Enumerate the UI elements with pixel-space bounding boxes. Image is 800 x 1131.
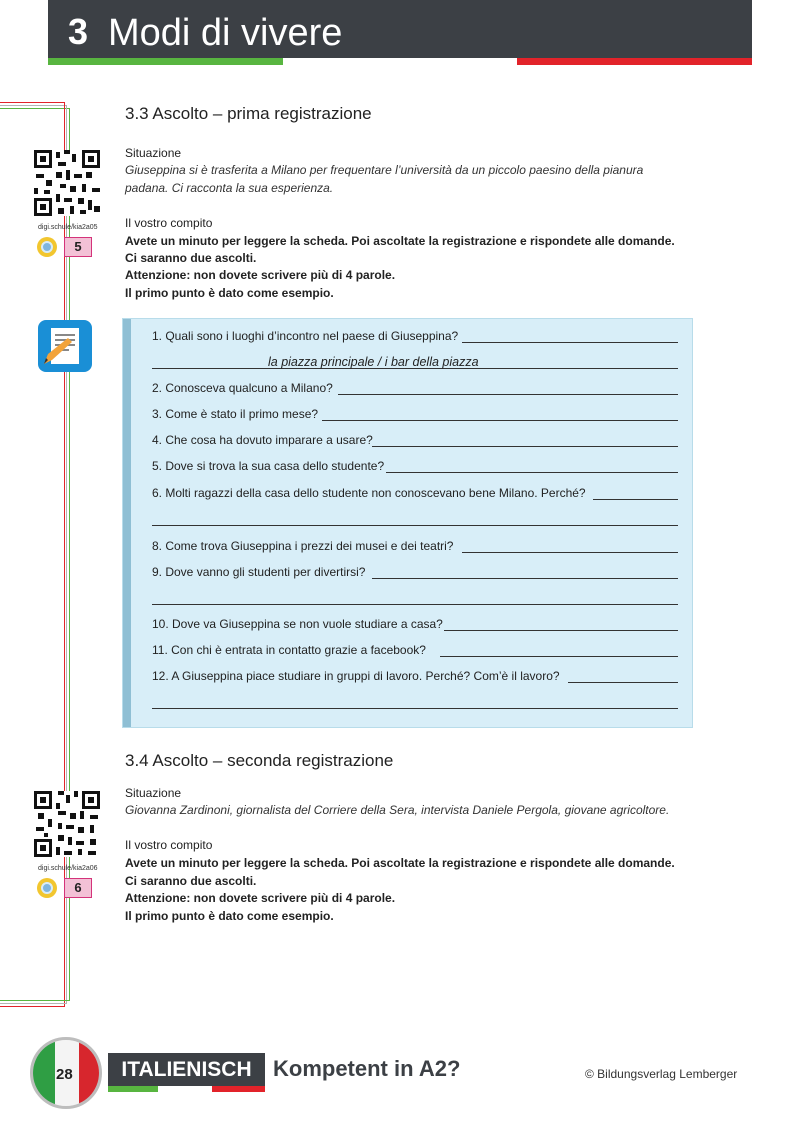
example-answer: la piazza principale / i bar della piazza: [268, 355, 479, 369]
audio-track-number: 6: [64, 878, 92, 898]
question-4: 4. Che cosa ha dovuto imparare a usare?: [152, 433, 373, 447]
task-label: Il vostro compito: [125, 216, 213, 230]
chapter-title: Modi di vivere: [108, 12, 343, 54]
chapter-number: 3: [68, 11, 89, 52]
task-line: Ci saranno due ascolti.: [125, 251, 257, 265]
answer-line-12[interactable]: [568, 682, 678, 683]
audio-track-number: 5: [64, 237, 92, 257]
answer-line-5[interactable]: [386, 472, 678, 473]
question-box: [122, 318, 693, 728]
copyright: © Bildungsverlag Lemberger: [585, 1067, 738, 1081]
situation-text: Giuseppina si è trasferita a Milano per frequentare l’università da un piccolo paesino della pianura: [125, 163, 644, 177]
footer-green-stripe: [108, 1086, 158, 1092]
answer-line-6b[interactable]: [152, 525, 678, 526]
answer-line-2[interactable]: [338, 394, 678, 395]
task-line: Avete un minuto per leggere la scheda. Poi ascoltate la registrazione e rispondete alle domande.: [125, 234, 675, 248]
section-title: 3.3 Ascolto – prima registrazione: [125, 104, 372, 123]
page-number: 28: [56, 1066, 73, 1083]
answer-line-8[interactable]: [462, 552, 678, 553]
task-line: Avete un minuto per leggere la scheda. Poi ascoltate la registrazione e rispondete alle domande.: [125, 856, 675, 870]
worksheet-pencil-icon: [38, 320, 92, 372]
question-5: 5. Dove si trova la sua casa dello studente?: [152, 459, 385, 473]
situation-label: Situazione: [125, 786, 182, 800]
question-1: 1. Quali sono i luoghi d’incontro nel paese di Giuseppina?: [152, 329, 459, 343]
answer-line-11[interactable]: [440, 656, 678, 657]
task-line: Ci saranno due ascolti.: [125, 874, 257, 888]
question-10: 10. Dove va Giuseppina se non vuole studiare a casa?: [152, 617, 443, 631]
question-box-bar: [123, 319, 131, 727]
subject-label: ITALIENISCH: [108, 1053, 265, 1086]
situation-text: Giovanna Zardinoni, giornalista del Corriere della Sera, intervista Daniele Pergola, giovane agricoltore.: [125, 803, 670, 817]
task-line: Il primo punto è dato come esempio.: [125, 286, 334, 300]
qr-url[interactable]: digi.schule/kia2a05: [38, 224, 98, 231]
qr-code-icon[interactable]: [34, 791, 100, 857]
question-8: 8. Come trova Giuseppina i prezzi dei musei e dei teatri?: [152, 539, 454, 553]
qr-code-icon[interactable]: [34, 150, 100, 216]
answer-line-9b[interactable]: [152, 604, 678, 605]
answer-line-4[interactable]: [372, 446, 678, 447]
question-3: 3. Come è stato il primo mese?: [152, 407, 319, 421]
header-red-stripe: [517, 58, 752, 65]
task-line: Attenzione: non dovete scrivere più di 4 parole.: [125, 891, 396, 905]
situation-text: padana. Ci racconta la sua esperienza.: [125, 181, 334, 195]
task-label: Il vostro compito: [125, 838, 213, 852]
answer-line-9[interactable]: [372, 578, 678, 579]
header-green-stripe: [48, 58, 283, 65]
footer-red-stripe: [212, 1086, 265, 1092]
audio-cd-icon[interactable]: [37, 878, 57, 898]
question-2: 2. Conosceva qualcuno a Milano?: [152, 381, 333, 395]
answer-line-6[interactable]: [593, 499, 678, 500]
qr-url[interactable]: digi.schule/kia2a06: [38, 865, 98, 872]
answer-line-12b[interactable]: [152, 708, 678, 709]
task-line: Attenzione: non dovete scrivere più di 4 parole.: [125, 268, 396, 282]
question-6: 6. Molti ragazzi della casa dello studente non conoscevano bene Milano. Perché?: [152, 486, 586, 500]
section-title: 3.4 Ascolto – seconda registrazione: [125, 751, 394, 770]
question-11: 11. Con chi è entrata in contatto grazie a facebook?: [152, 643, 426, 657]
situation-label: Situazione: [125, 146, 182, 160]
answer-line-3[interactable]: [322, 420, 678, 421]
question-12: 12. A Giuseppina piace studiare in gruppi di lavoro. Perché? Com’è il lavoro?: [152, 669, 560, 683]
question-9: 9. Dove vanno gli studenti per divertirsi?: [152, 565, 366, 579]
book-tagline: Kompetent in A2?: [273, 1056, 461, 1081]
task-line: Il primo punto è dato come esempio.: [125, 909, 334, 923]
audio-cd-icon[interactable]: [37, 237, 57, 257]
answer-line-10[interactable]: [444, 630, 678, 631]
answer-line-1[interactable]: [462, 342, 678, 343]
